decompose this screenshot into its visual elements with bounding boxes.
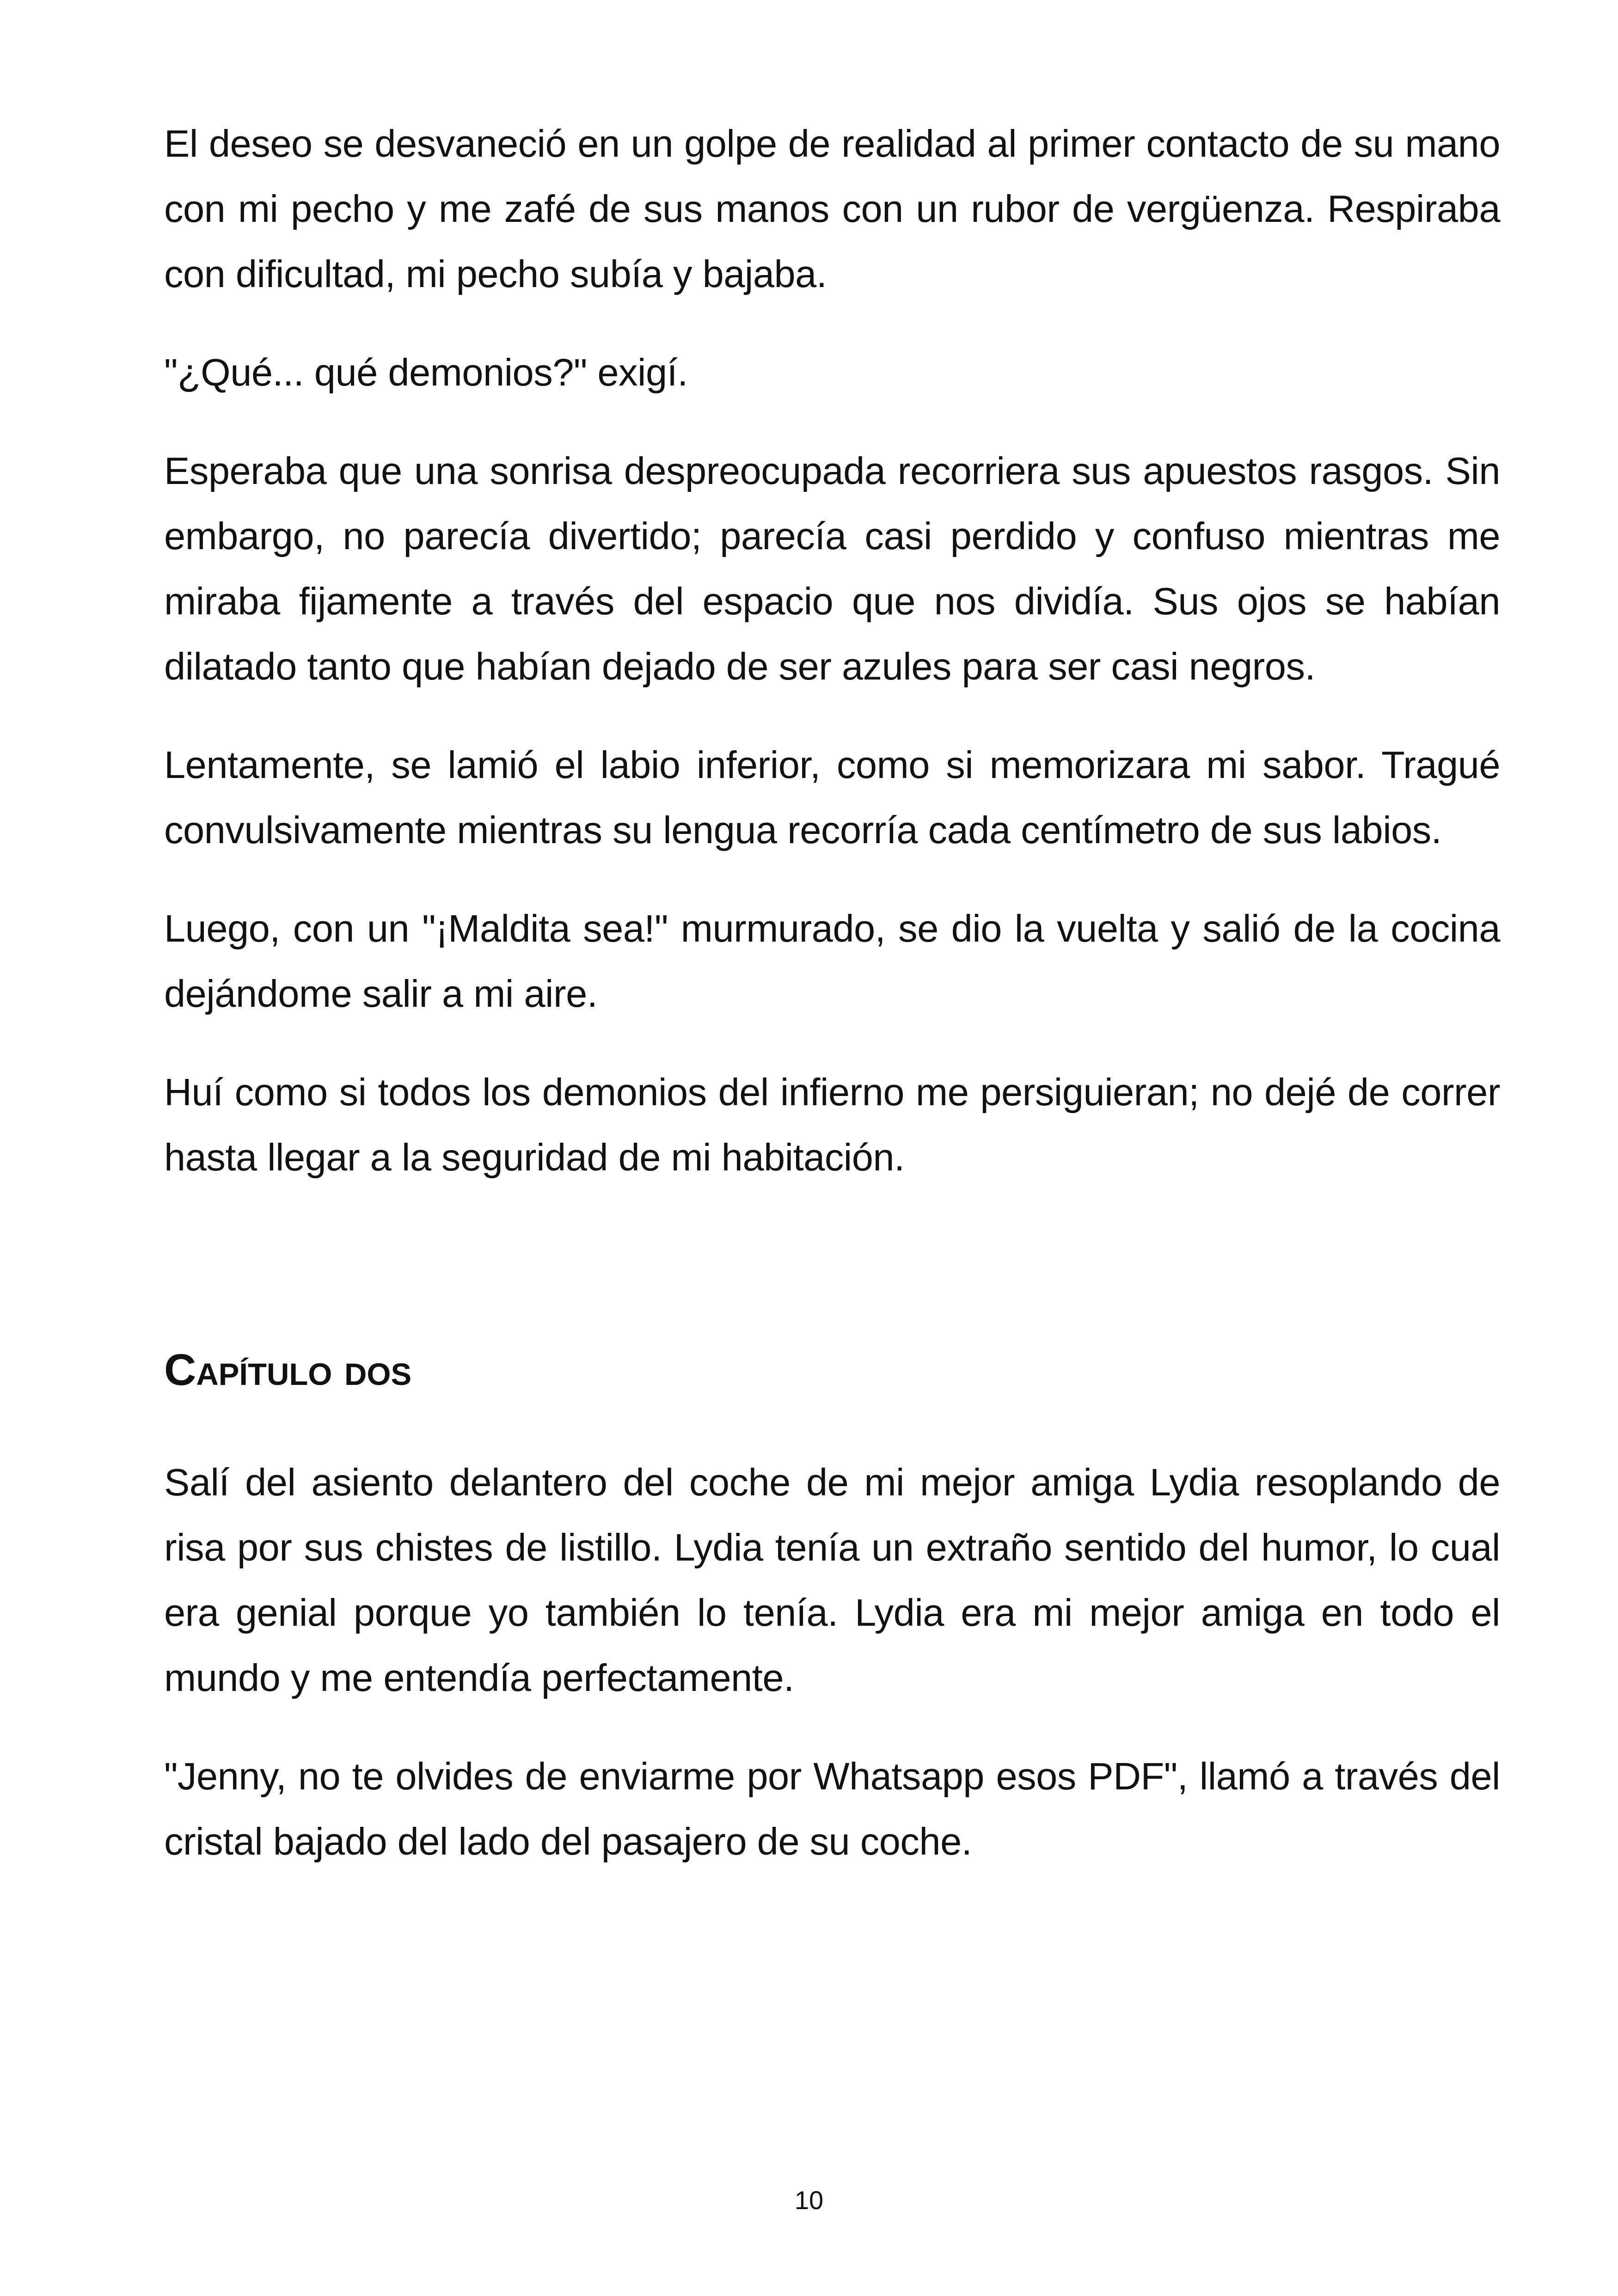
page-number: 10 bbox=[794, 2186, 824, 2215]
paragraph-3: Esperaba que una sonrisa despreocupada recorriera sus apuestos rasgos. Sin embargo, no parecía divertido; parecía casi perdido y confuso mientras me miraba fijamente a través del espacio que nos dividía. Sus ojos se habían dilatado tanto que habían dejado de ser azules para ser casi negros. bbox=[164, 449, 1500, 688]
chapter-title: Capítulo dos bbox=[164, 1345, 412, 1395]
paragraph-4: Lentamente, se lamió el labio inferior, como si memorizara mi sabor. Tragué convulsivamente mientras su lengua recorría cada centímetro de sus labios. bbox=[164, 743, 1500, 851]
paragraph-2: "¿Qué... qué demonios?" exigí. bbox=[164, 351, 688, 394]
paragraph-7: Salí del asiento delantero del coche de mi mejor amiga Lydia resoplando de risa por sus chistes de listillo. Lydia tenía un extraño sentido del humor, lo cual era genial porque yo también lo tenía. Lydia era mi mejor amiga en todo el mundo y me entendía perfectamente. bbox=[164, 1461, 1500, 1699]
paragraph-1: El deseo se desvaneció en un golpe de realidad al primer contacto de su mano con mi pecho y me zafé de sus manos con un rubor de vergüenza. Respiraba con dificultad, mi pecho subía y bajaba. bbox=[164, 122, 1500, 295]
paragraph-8: "Jenny, no te olvides de enviarme por Whatsapp esos PDF", llamó a través del cristal bajado del lado del pasajero de su coche. bbox=[164, 1755, 1500, 1863]
paragraph-6: Huí como si todos los demonios del infierno me persiguieran; no dejé de correr hasta llegar a la seguridad de mi habitación. bbox=[164, 1071, 1500, 1179]
paragraph-5: Luego, con un "¡Maldita sea!" murmurado, se dio la vuelta y salió de la cocina dejándome salir a mi aire. bbox=[164, 907, 1500, 1015]
page-content bbox=[164, 111, 1500, 1907]
